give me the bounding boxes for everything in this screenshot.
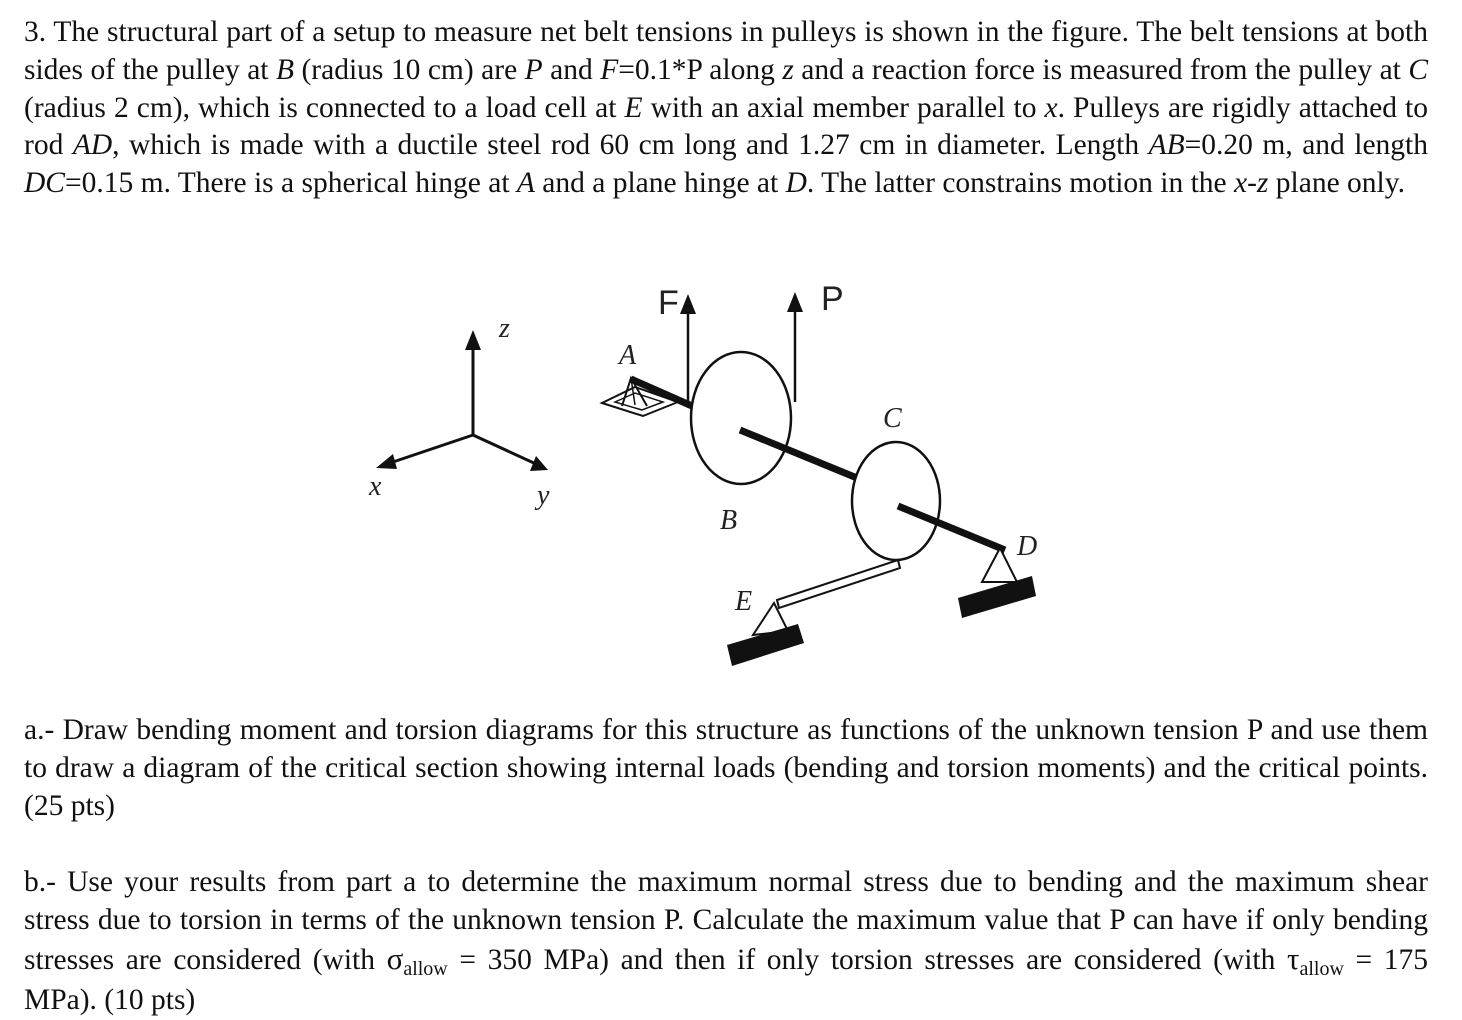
- sigma-subscript: allow: [403, 957, 448, 980]
- problem-text: (radius 2 cm), which is connected to a load cell at: [24, 91, 625, 124]
- force-F-label: F: [658, 284, 679, 322]
- problem-text: =0.1*P along: [618, 53, 783, 86]
- problem-text: . Pulleys are rigidly attached to rod: [24, 91, 1428, 162]
- y-axis: [473, 435, 536, 464]
- coordinate-axes: [368, 313, 550, 511]
- problem-text: (radius 10 cm) are: [294, 53, 525, 86]
- part-b-text-1: b.- Use your results from part a to determine the maximum normal stress due to bending and the maximum shear stress due to torsion in terms of the unknown tension P. Calculate the maximum value that P can have if only bending stresses are considered (with: [24, 866, 1428, 976]
- point-E-label: E: [735, 586, 753, 617]
- problem-statement: [24, 14, 1428, 203]
- part-a-text: a.- Draw bending moment and torsion diagrams for this structure as functions of the unknown tension P and use them to draw a diagram of the critical section showing internal loads (bending and torsion moments) and the critical points. (25 pts): [24, 714, 1428, 822]
- part-b-text: [24, 864, 1428, 1020]
- part-b-text-2: = 350 MPa) and then if only torsion stresses are considered (with: [447, 943, 1287, 976]
- y-axis-label: y: [537, 480, 550, 511]
- problem-text: . The latter constrains motion in the: [806, 167, 1235, 200]
- axial-member-CE: [777, 560, 900, 608]
- pulley-B: [691, 352, 791, 484]
- problem-text: and: [542, 53, 601, 86]
- x-arrowhead: [376, 454, 397, 469]
- symbol-P: P: [524, 53, 543, 86]
- symbol-B: B: [275, 53, 295, 86]
- point-B-label: B: [720, 505, 738, 536]
- symbol-DC: DC: [24, 167, 65, 200]
- problem-text: and a plane hinge at: [534, 167, 786, 200]
- problem-text: and a reaction force is measured from the pulley at: [793, 53, 1409, 86]
- problem-text: plane only.: [1268, 167, 1405, 200]
- problem-text: , which is made with a ductile steel rod 60 cm long and 1.27 cm in diameter. Length: [112, 129, 1149, 162]
- force-F-arrowhead: [680, 294, 696, 314]
- force-P-arrowhead: [787, 292, 803, 312]
- z-axis-label: z: [499, 313, 510, 344]
- x-axis: [390, 435, 473, 463]
- problem-text: =0.15 m. There is a spherical hinge at: [64, 167, 517, 200]
- part-b-text-3: = 175 MPa). (10 pts): [24, 943, 1428, 1017]
- symbol-z: z: [782, 53, 794, 86]
- pulley-C: [852, 442, 940, 560]
- symbol-x: x: [1044, 91, 1058, 124]
- problem-number: 3.: [24, 16, 47, 48]
- problem-text: The structural part of a setup to measure net belt tensions in pulleys is shown in the figure. The belt tensions at both sides of the pulley at: [24, 16, 1428, 86]
- symbol-F: F: [600, 53, 619, 86]
- x-axis-label: x: [369, 471, 382, 502]
- problem-text: =0.20 m, and length: [1184, 129, 1428, 162]
- symbol-xz: x-z: [1234, 167, 1269, 200]
- symbol-E: E: [624, 91, 643, 124]
- z-arrowhead: [465, 330, 481, 350]
- pulley-setup-figure: [360, 278, 1060, 678]
- problem-text: with an axial member parallel to: [642, 91, 1045, 124]
- symbol-A: A: [516, 167, 535, 200]
- force-P-label: P: [821, 280, 844, 318]
- sigma-symbol: σ: [386, 940, 404, 976]
- symbol-AD: AD: [72, 129, 113, 162]
- tau-symbol: τ: [1286, 940, 1300, 976]
- symbol-AB: AB: [1148, 129, 1185, 162]
- symbol-C: C: [1408, 53, 1429, 86]
- point-A-label: A: [619, 340, 637, 371]
- tau-subscript: allow: [1299, 957, 1344, 980]
- point-C-label: C: [883, 403, 902, 434]
- symbol-D: D: [785, 167, 807, 200]
- point-D-label: D: [1017, 531, 1038, 562]
